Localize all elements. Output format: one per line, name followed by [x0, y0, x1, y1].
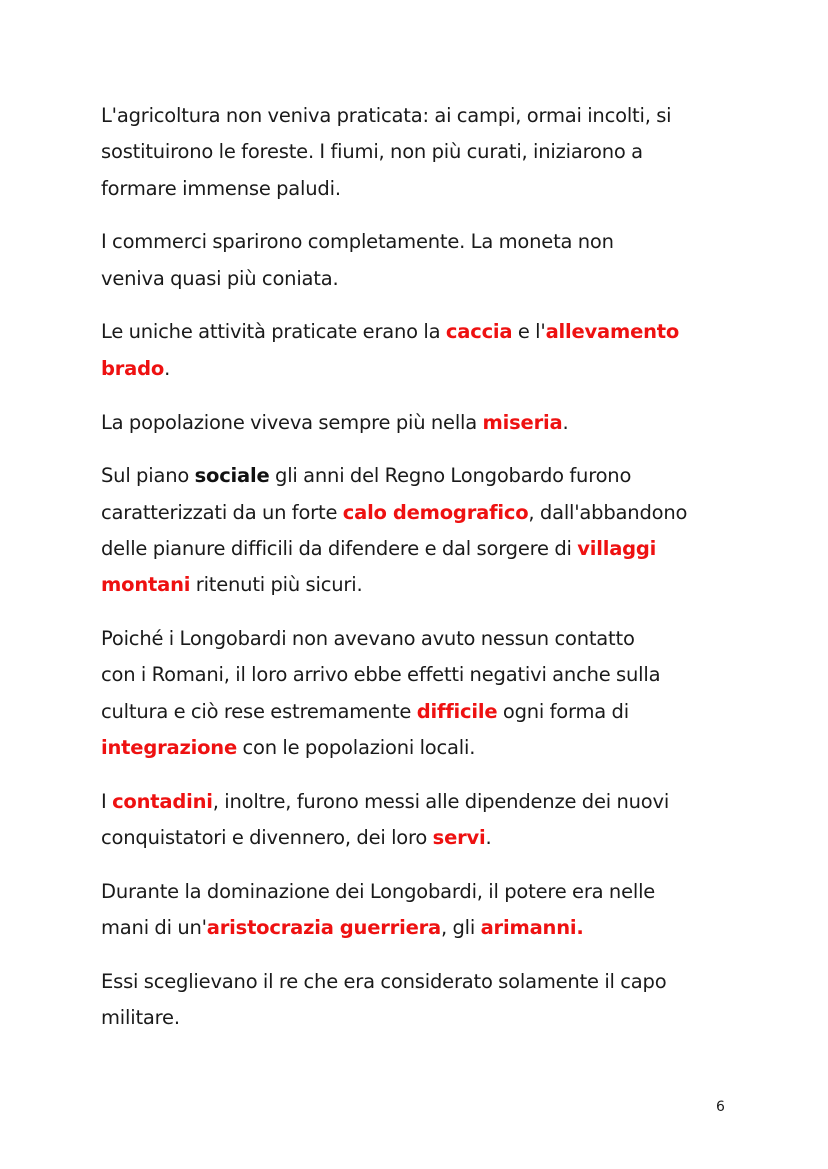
- text-line: [101, 351, 733, 387]
- text-run: Durante la dominazione dei Longobardi, il potere era nelle: [101, 879, 656, 903]
- text-run: con le popolazioni locali.: [237, 735, 476, 759]
- bold-term: sociale: [194, 464, 270, 488]
- paragraph: [101, 458, 733, 603]
- text-line: [101, 910, 733, 946]
- paragraph: [101, 405, 733, 441]
- text-run: I: [101, 789, 113, 813]
- text-run: L'agricoltura non veniva praticata: ai campi, ormai incolti, si: [101, 104, 672, 127]
- highlighted-term: villaggi: [577, 536, 657, 560]
- text-run: conquistatori e divennero, dei loro: [101, 826, 433, 850]
- text-run: Essi sceglievano il re che era considerato solamente il capo: [101, 969, 667, 993]
- highlighted-term: aristocrazia guerriera: [206, 916, 441, 940]
- text-line: [101, 134, 733, 170]
- highlighted-term: caccia: [445, 320, 513, 344]
- paragraph: [101, 964, 733, 1037]
- text-run: Poiché i Longobardi non avevano avuto nessun contatto: [101, 627, 635, 651]
- text-line: [101, 730, 733, 766]
- text-run: .: [164, 356, 171, 380]
- text-run: militare.: [101, 1006, 180, 1030]
- text-run: La popolazione viveva sempre più nella: [101, 410, 483, 434]
- text-run: mani di un': [101, 916, 207, 940]
- text-line: [101, 405, 733, 441]
- text-run: I commerci sparirono completamente. La moneta non: [101, 230, 614, 254]
- text-run: con i Romani, il loro arrivo ebbe effetti negativi anche sulla: [101, 663, 661, 687]
- paragraph: [101, 621, 733, 766]
- text-run: Le uniche attività praticate erano la: [101, 320, 446, 344]
- text-line: [101, 531, 733, 567]
- highlighted-term: arimanni.: [480, 916, 584, 940]
- highlighted-term: integrazione: [101, 735, 237, 759]
- text-line: [101, 820, 733, 856]
- text-run: caratterizzati da un forte: [101, 500, 343, 524]
- highlighted-term: miseria: [482, 410, 563, 434]
- paragraph: [101, 224, 733, 297]
- document-page: [101, 98, 733, 1054]
- text-run: .: [485, 826, 492, 850]
- text-run: .: [562, 410, 569, 434]
- paragraph: [101, 784, 733, 857]
- text-run: Sul piano: [101, 464, 195, 488]
- text-run: ritenuti più sicuri.: [190, 573, 363, 597]
- body-text: [101, 98, 733, 1037]
- text-run: veniva quasi più coniata.: [101, 266, 339, 290]
- paragraph: [101, 98, 733, 207]
- paragraph: [101, 874, 733, 947]
- text-line: [101, 567, 733, 603]
- text-run: sostituirono le foreste. I fiumi, non più curati, iniziarono a: [101, 140, 643, 164]
- text-line: [101, 694, 733, 730]
- text-line: [101, 224, 733, 260]
- text-line: [101, 657, 733, 693]
- text-run: delle pianure difficili da difendere e dal sorgere di: [101, 536, 578, 560]
- page-number: 6: [716, 1099, 725, 1115]
- text-run: e l': [512, 320, 546, 344]
- text-line: [101, 621, 733, 657]
- text-run: , gli: [440, 916, 481, 940]
- text-line: [101, 458, 733, 494]
- text-line: [101, 874, 733, 910]
- text-line: [101, 964, 733, 1000]
- highlighted-term: calo demografico: [342, 500, 529, 524]
- text-run: formare immense paludi.: [101, 176, 341, 200]
- text-run: , inoltre, furono messi alle dipendenze dei nuovi: [212, 789, 670, 813]
- text-run: ogni forma di: [497, 699, 629, 723]
- text-line: [101, 1000, 733, 1036]
- highlighted-term: brado: [101, 356, 165, 380]
- text-line: [101, 784, 733, 820]
- text-run: , dall'abbandono: [528, 500, 688, 524]
- highlighted-term: difficile: [416, 699, 498, 723]
- text-line: [101, 98, 733, 134]
- highlighted-term: allevamento: [545, 320, 680, 344]
- text-line: [101, 495, 733, 531]
- text-line: [101, 314, 733, 350]
- highlighted-term: servi: [432, 826, 486, 850]
- highlighted-term: montani: [101, 573, 191, 597]
- paragraph: [101, 314, 733, 387]
- text-line: [101, 261, 733, 297]
- text-line: [101, 171, 733, 207]
- text-run: gli anni del Regno Longobardo furono: [269, 464, 632, 488]
- highlighted-term: contadini: [112, 789, 213, 813]
- text-run: cultura e ciò rese estremamente: [101, 699, 417, 723]
